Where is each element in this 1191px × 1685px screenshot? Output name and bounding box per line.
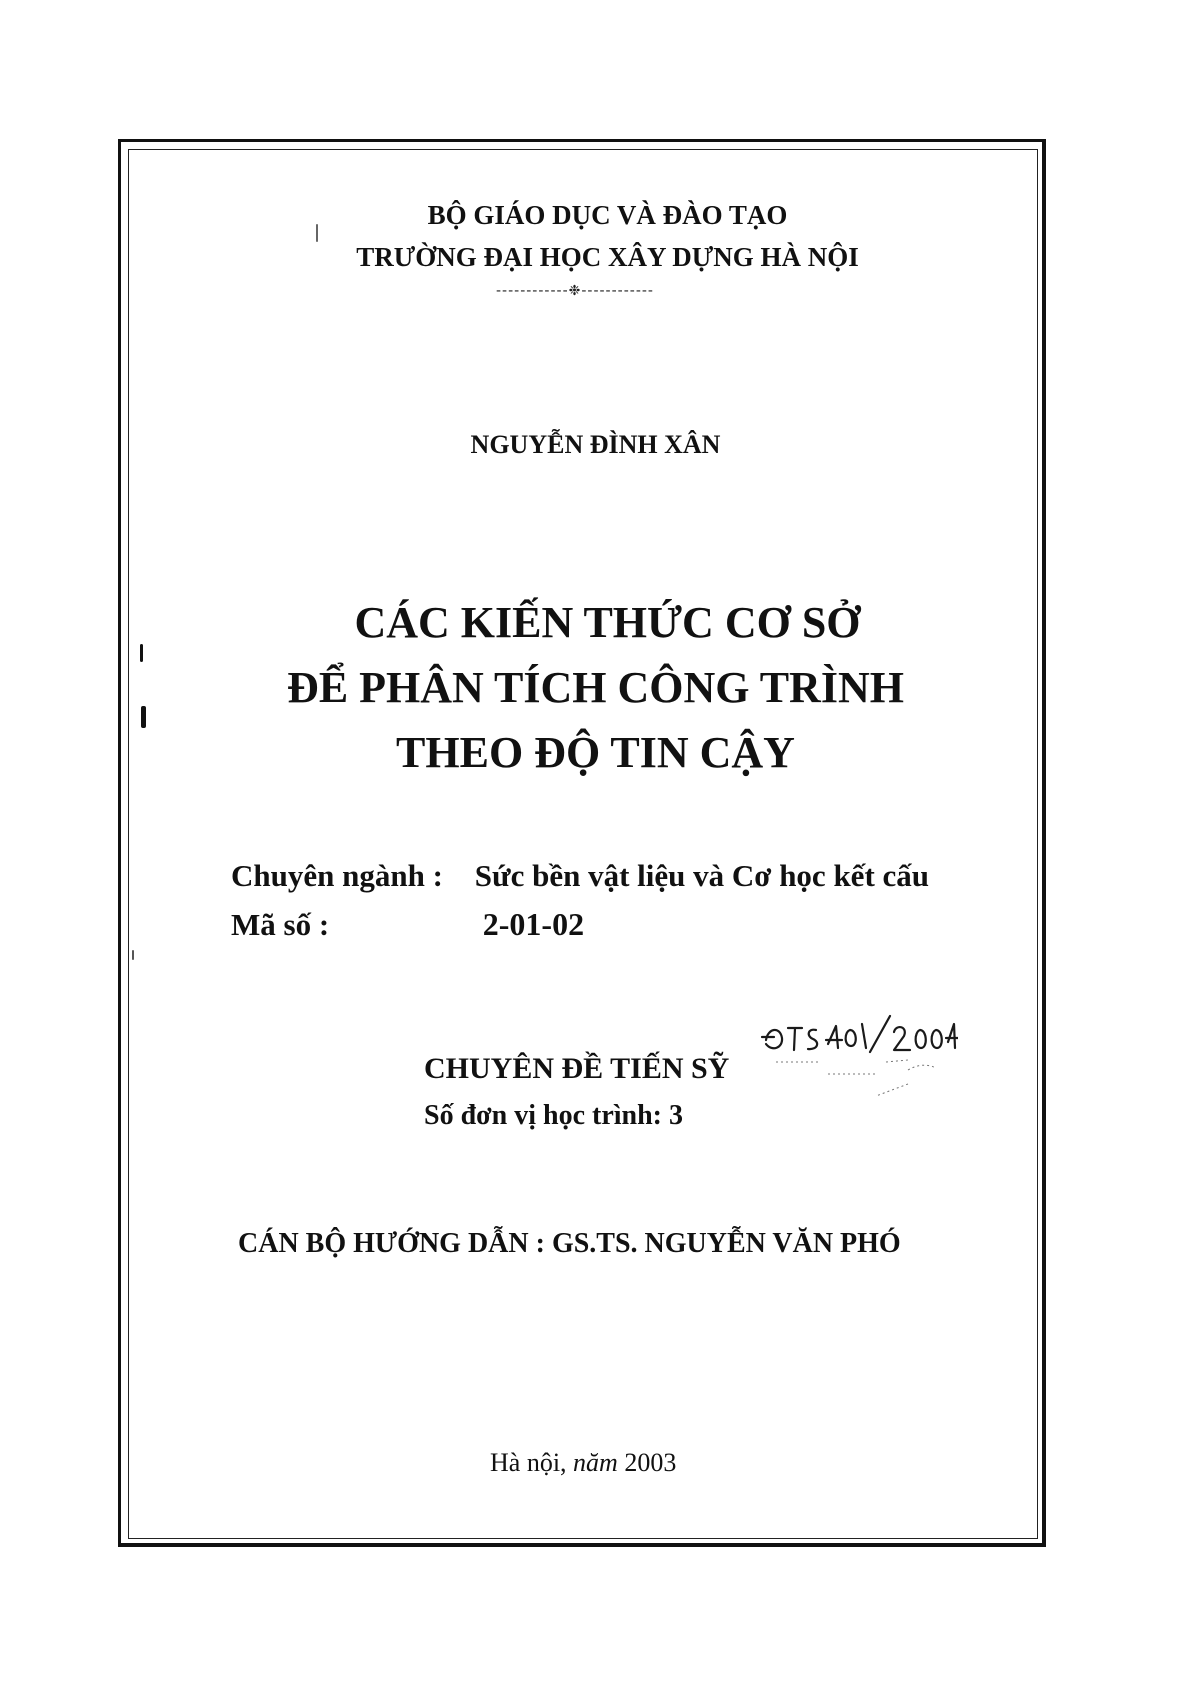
place: Hà nội, — [490, 1448, 567, 1477]
credits-count: Số đơn vị học trình: 3 — [424, 1100, 683, 1131]
author-name: NGUYỄN ĐÌNH XÂN — [470, 430, 721, 459]
code-field — [231, 906, 584, 943]
year-word: năm — [573, 1448, 618, 1477]
thesis-title-line-2: ĐỂ PHÂN TÍCH CÔNG TRÌNH — [287, 663, 904, 712]
major-value: Sức bền vật liệu và Cơ học kết cấu — [474, 858, 930, 893]
ministry-heading: BỘ GIÁO DỤC VÀ ĐÀO TẠO — [427, 200, 788, 230]
scan-artifact — [132, 950, 134, 960]
supervisor-line: CÁN BỘ HƯỚNG DẪN : GS.TS. NGUYỄN VĂN PHÓ — [238, 1228, 901, 1259]
ornamental-separator: ------------❉------------ — [496, 283, 654, 299]
thesis-type: CHUYÊN ĐỀ TIẾN SỸ — [424, 1052, 730, 1085]
year: 2003 — [624, 1448, 677, 1477]
major-label: Chuyên ngành : — [231, 858, 443, 893]
code-value: 2-01-02 — [482, 906, 585, 942]
thesis-title-line-1: CÁC KIẾN THỨC CƠ SỞ — [354, 598, 861, 647]
thesis-title-line-3: THEO ĐỘ TIN CẬY — [396, 728, 795, 777]
inner-page-border — [128, 149, 1038, 1539]
university-heading: TRƯỜNG ĐẠI HỌC XÂY DỰNG HÀ NỘI — [356, 242, 859, 272]
major-field — [231, 858, 929, 894]
library-stamp-handwriting — [758, 1004, 958, 1100]
code-label: Mã số : — [231, 907, 330, 942]
place-and-date — [490, 1448, 676, 1478]
